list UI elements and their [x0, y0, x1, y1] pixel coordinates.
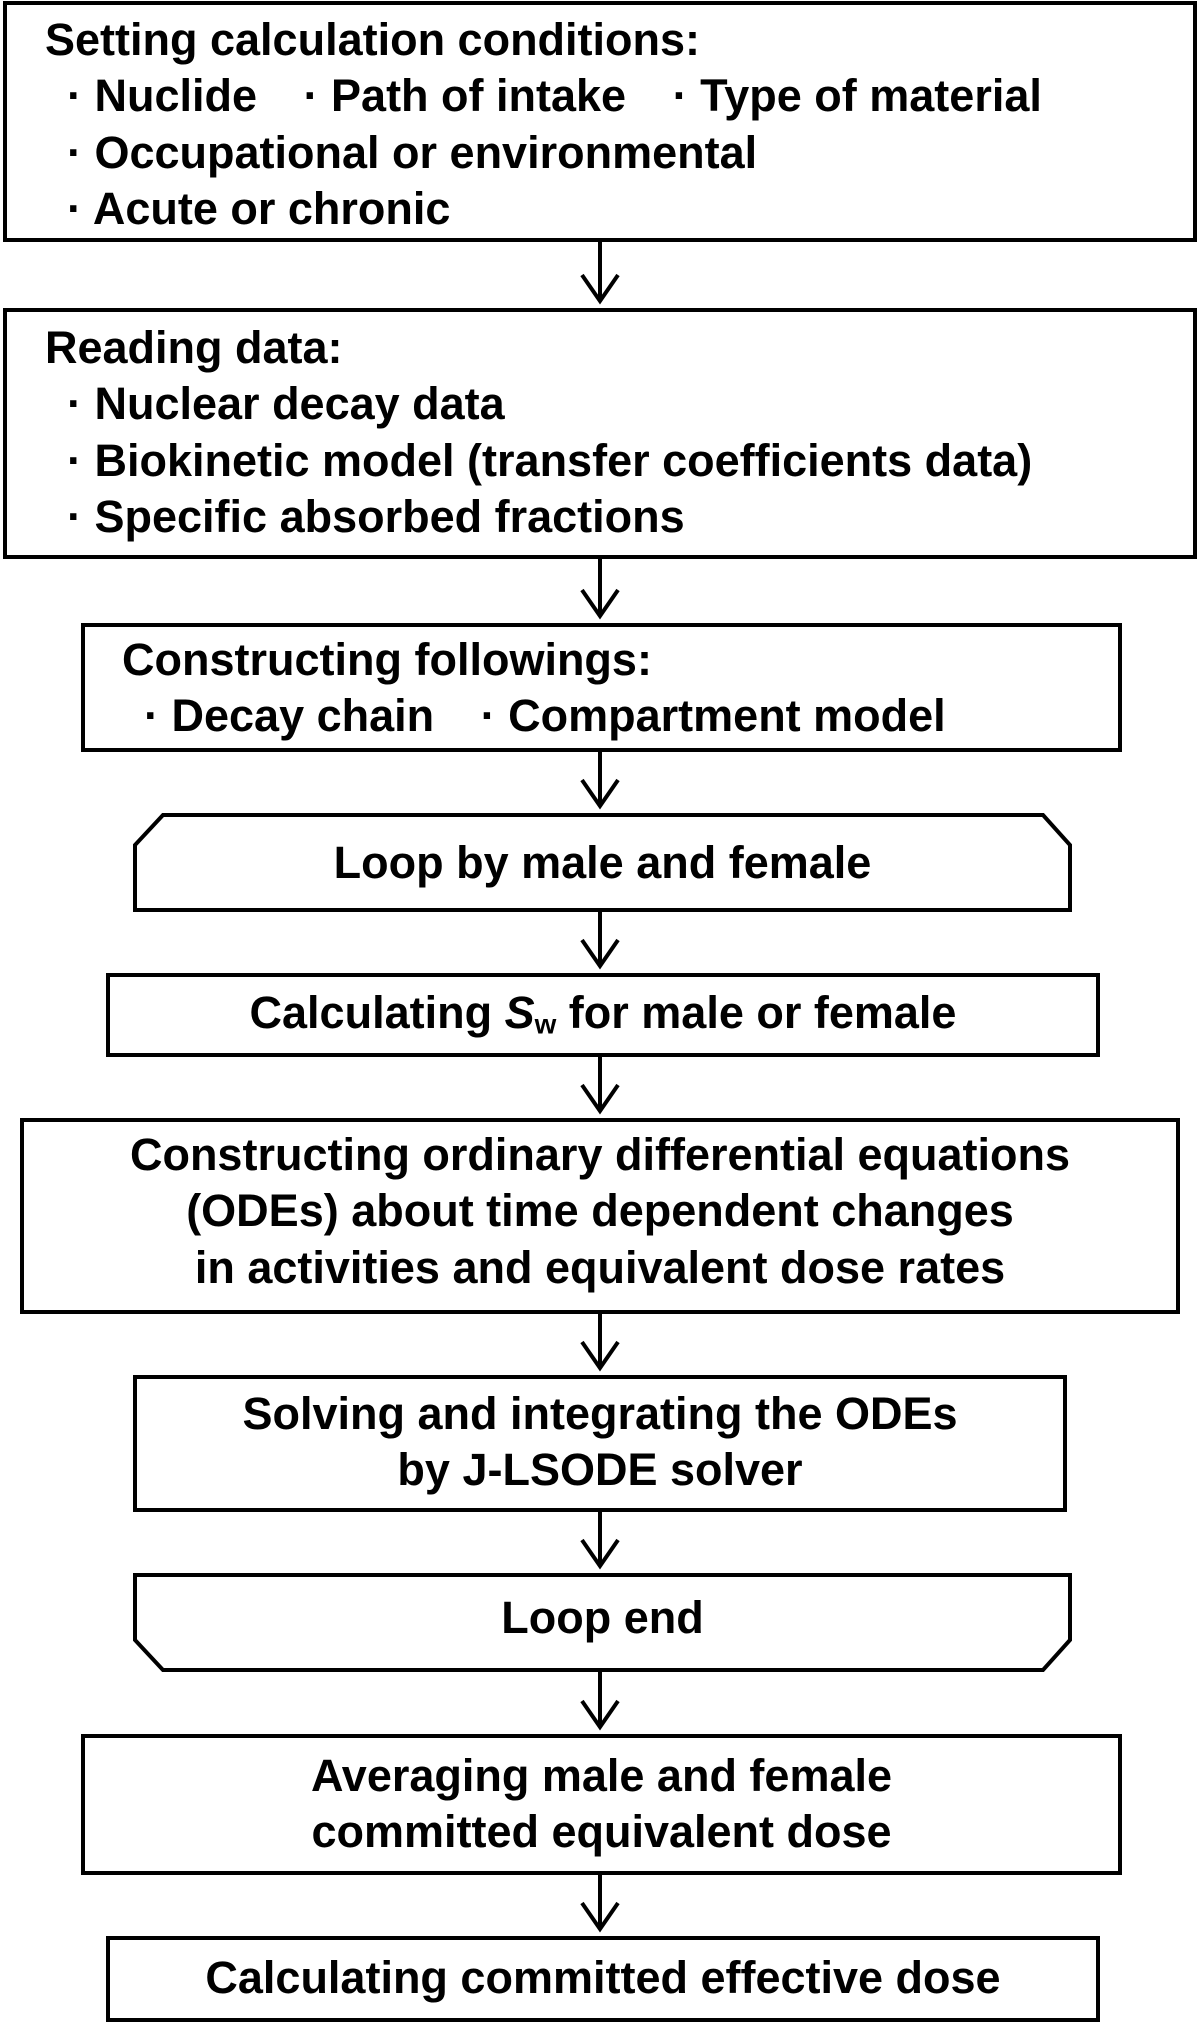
- calc-sw-suffix: for male or female: [556, 987, 957, 1038]
- loop-start-label: Loop by male and female: [333, 837, 872, 888]
- solving-line-1: Solving and integrating the ODEs: [242, 1388, 958, 1439]
- constructing-title: Constructing followings:: [122, 634, 652, 685]
- effective-label: Calculating committed effective dose: [205, 1952, 1001, 2003]
- arrow-3: [582, 750, 618, 806]
- constructing-item-decay-chain: · Decay chain: [144, 690, 435, 742]
- reading-item-biokinetic: · Biokinetic model (transfer coefficients data): [67, 434, 1033, 486]
- reading-item-saf: · Specific absorbed fractions: [67, 490, 685, 542]
- calc-sw-symbol: S: [504, 987, 535, 1038]
- loop-end-box: [135, 1590, 1070, 1646]
- calc-sw-prefix: Calculating: [249, 987, 505, 1038]
- calc-sw-box: [108, 985, 1098, 1042]
- setting-box: [45, 12, 1185, 237]
- odes-line-2: (ODEs) about time dependent changes: [186, 1185, 1014, 1237]
- solving-box: [135, 1386, 1065, 1499]
- arrow-9: [582, 1873, 618, 1929]
- arrow-4: [582, 910, 618, 966]
- arrow-6: [582, 1312, 618, 1368]
- odes-line-1: Constructing ordinary differential equations: [129, 1129, 1071, 1180]
- loop-end-label: Loop end: [501, 1592, 704, 1643]
- odes-box: [22, 1127, 1178, 1296]
- setting-item-occupational: · Occupational or environmental: [67, 126, 758, 178]
- averaging-line-1: Averaging male and female: [310, 1750, 893, 1801]
- arrow-1: [582, 240, 618, 301]
- arrow-5: [582, 1055, 618, 1111]
- setting-item-acute: · Acute or chronic: [67, 182, 451, 234]
- setting-item-path: · Path of intake: [303, 70, 627, 122]
- solving-line-2: by J-LSODE solver: [397, 1444, 803, 1496]
- loop-start-box: [135, 835, 1070, 891]
- setting-title: Setting calculation conditions:: [45, 14, 701, 65]
- averaging-box: [83, 1748, 1120, 1861]
- averaging-line-2: committed equivalent dose: [311, 1806, 892, 1858]
- reading-item-decay: · Nuclear decay data: [67, 378, 505, 430]
- constructing-box: [122, 632, 1112, 745]
- reading-title: Reading data:: [45, 322, 343, 373]
- arrow-2: [582, 557, 618, 616]
- calc-sw-label: [108, 985, 1098, 1042]
- arrow-8: [582, 1670, 618, 1727]
- effective-box: [108, 1950, 1098, 2006]
- setting-row-1: [45, 68, 1185, 124]
- constructing-row: [122, 688, 1112, 744]
- constructing-item-compartment: · Compartment model: [480, 690, 946, 742]
- odes-line-3: in activities and equivalent dose rates: [194, 1241, 1006, 1293]
- reading-box: [45, 320, 1185, 545]
- calc-sw-subscript: w: [534, 1008, 557, 1040]
- setting-item-nuclide: · Nuclide: [67, 70, 258, 122]
- arrow-7: [582, 1510, 618, 1566]
- setting-item-type: · Type of material: [672, 70, 1042, 122]
